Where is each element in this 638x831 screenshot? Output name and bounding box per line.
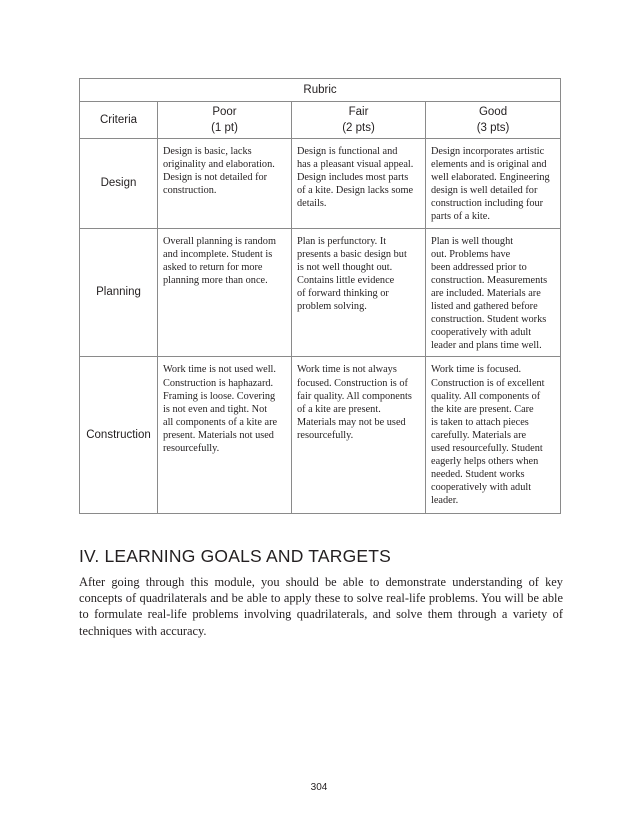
rubric-header-row [80, 102, 561, 139]
header-poor-points: (1 pt) [211, 122, 238, 134]
header-good-points: (3 pts) [476, 122, 510, 134]
criterion-design: Design [80, 139, 158, 229]
header-good-label: Good [478, 106, 508, 118]
criterion-construction: Construction [80, 357, 158, 514]
design-poor-cell: Design is basic, lacks originality and elaboration. Design is not detailed for construction. [158, 139, 292, 229]
section-body: After going through this module, you should be able to demonstrate understanding of key concepts of quadrilaterals and be able to apply these to solve real-life problems. You will be able to formulate real-life problems involving quadrilaterals, and solve them through a variety of techniques with accuracy. [79, 575, 563, 638]
table-row [80, 357, 561, 514]
planning-fair-cell: Plan is perfunctory. It presents a basic design but is not well thought out. Contains little evidence of forward thinking or problem solving. [292, 228, 426, 357]
table-row [80, 139, 561, 229]
section-heading: IV. LEARNING GOALS AND TARGETS [79, 546, 392, 566]
rubric-table [79, 78, 561, 514]
page-number: 304 [310, 782, 328, 793]
header-fair [292, 102, 426, 139]
criterion-planning: Planning [80, 228, 158, 357]
construction-fair-cell: Work time is not always focused. Construction is of fair quality. All components of a kite are present. Materials may not be used resourcefully. [292, 357, 426, 514]
header-fair-points: (2 pts) [342, 122, 375, 134]
header-fair-label: Fair [348, 106, 369, 118]
construction-good-cell: Work time is focused. Construction is of excellent quality. All components of the kite are present. Care is taken to attach pieces carefully. Materials are used resourcefully. Student eagerly helps others when needed. Student works cooperatively with adult leader. [426, 357, 561, 514]
planning-poor-cell: Overall planning is random and incomplete. Student is asked to return for more planning more than once. [158, 228, 292, 357]
table-row [80, 228, 561, 357]
design-good-cell: Design incorporates artistic elements and is original and well elaborated. Engineering design is well detailed for construction including four parts of a kite. [426, 139, 561, 229]
design-fair-cell: Design is functional and has a pleasant visual appeal. Design includes most parts of a kite. Design lacks some details. [292, 139, 426, 229]
header-poor [158, 102, 292, 139]
rubric-title: Rubric [80, 79, 561, 102]
planning-good-cell: Plan is well thought out. Problems have been addressed prior to construction. Measurements are included. Materials are listed and gathered before construction. Student works cooperatively with adult leader and plans time well. [426, 228, 561, 357]
header-criteria: Criteria [80, 102, 158, 139]
header-poor-label: Poor [212, 106, 237, 118]
header-good [426, 102, 561, 139]
construction-poor-cell: Work time is not used well. Construction is haphazard. Framing is loose. Covering is not even and tight. Not all components of a kite are present. Materials not used resourcefully. [158, 357, 292, 514]
